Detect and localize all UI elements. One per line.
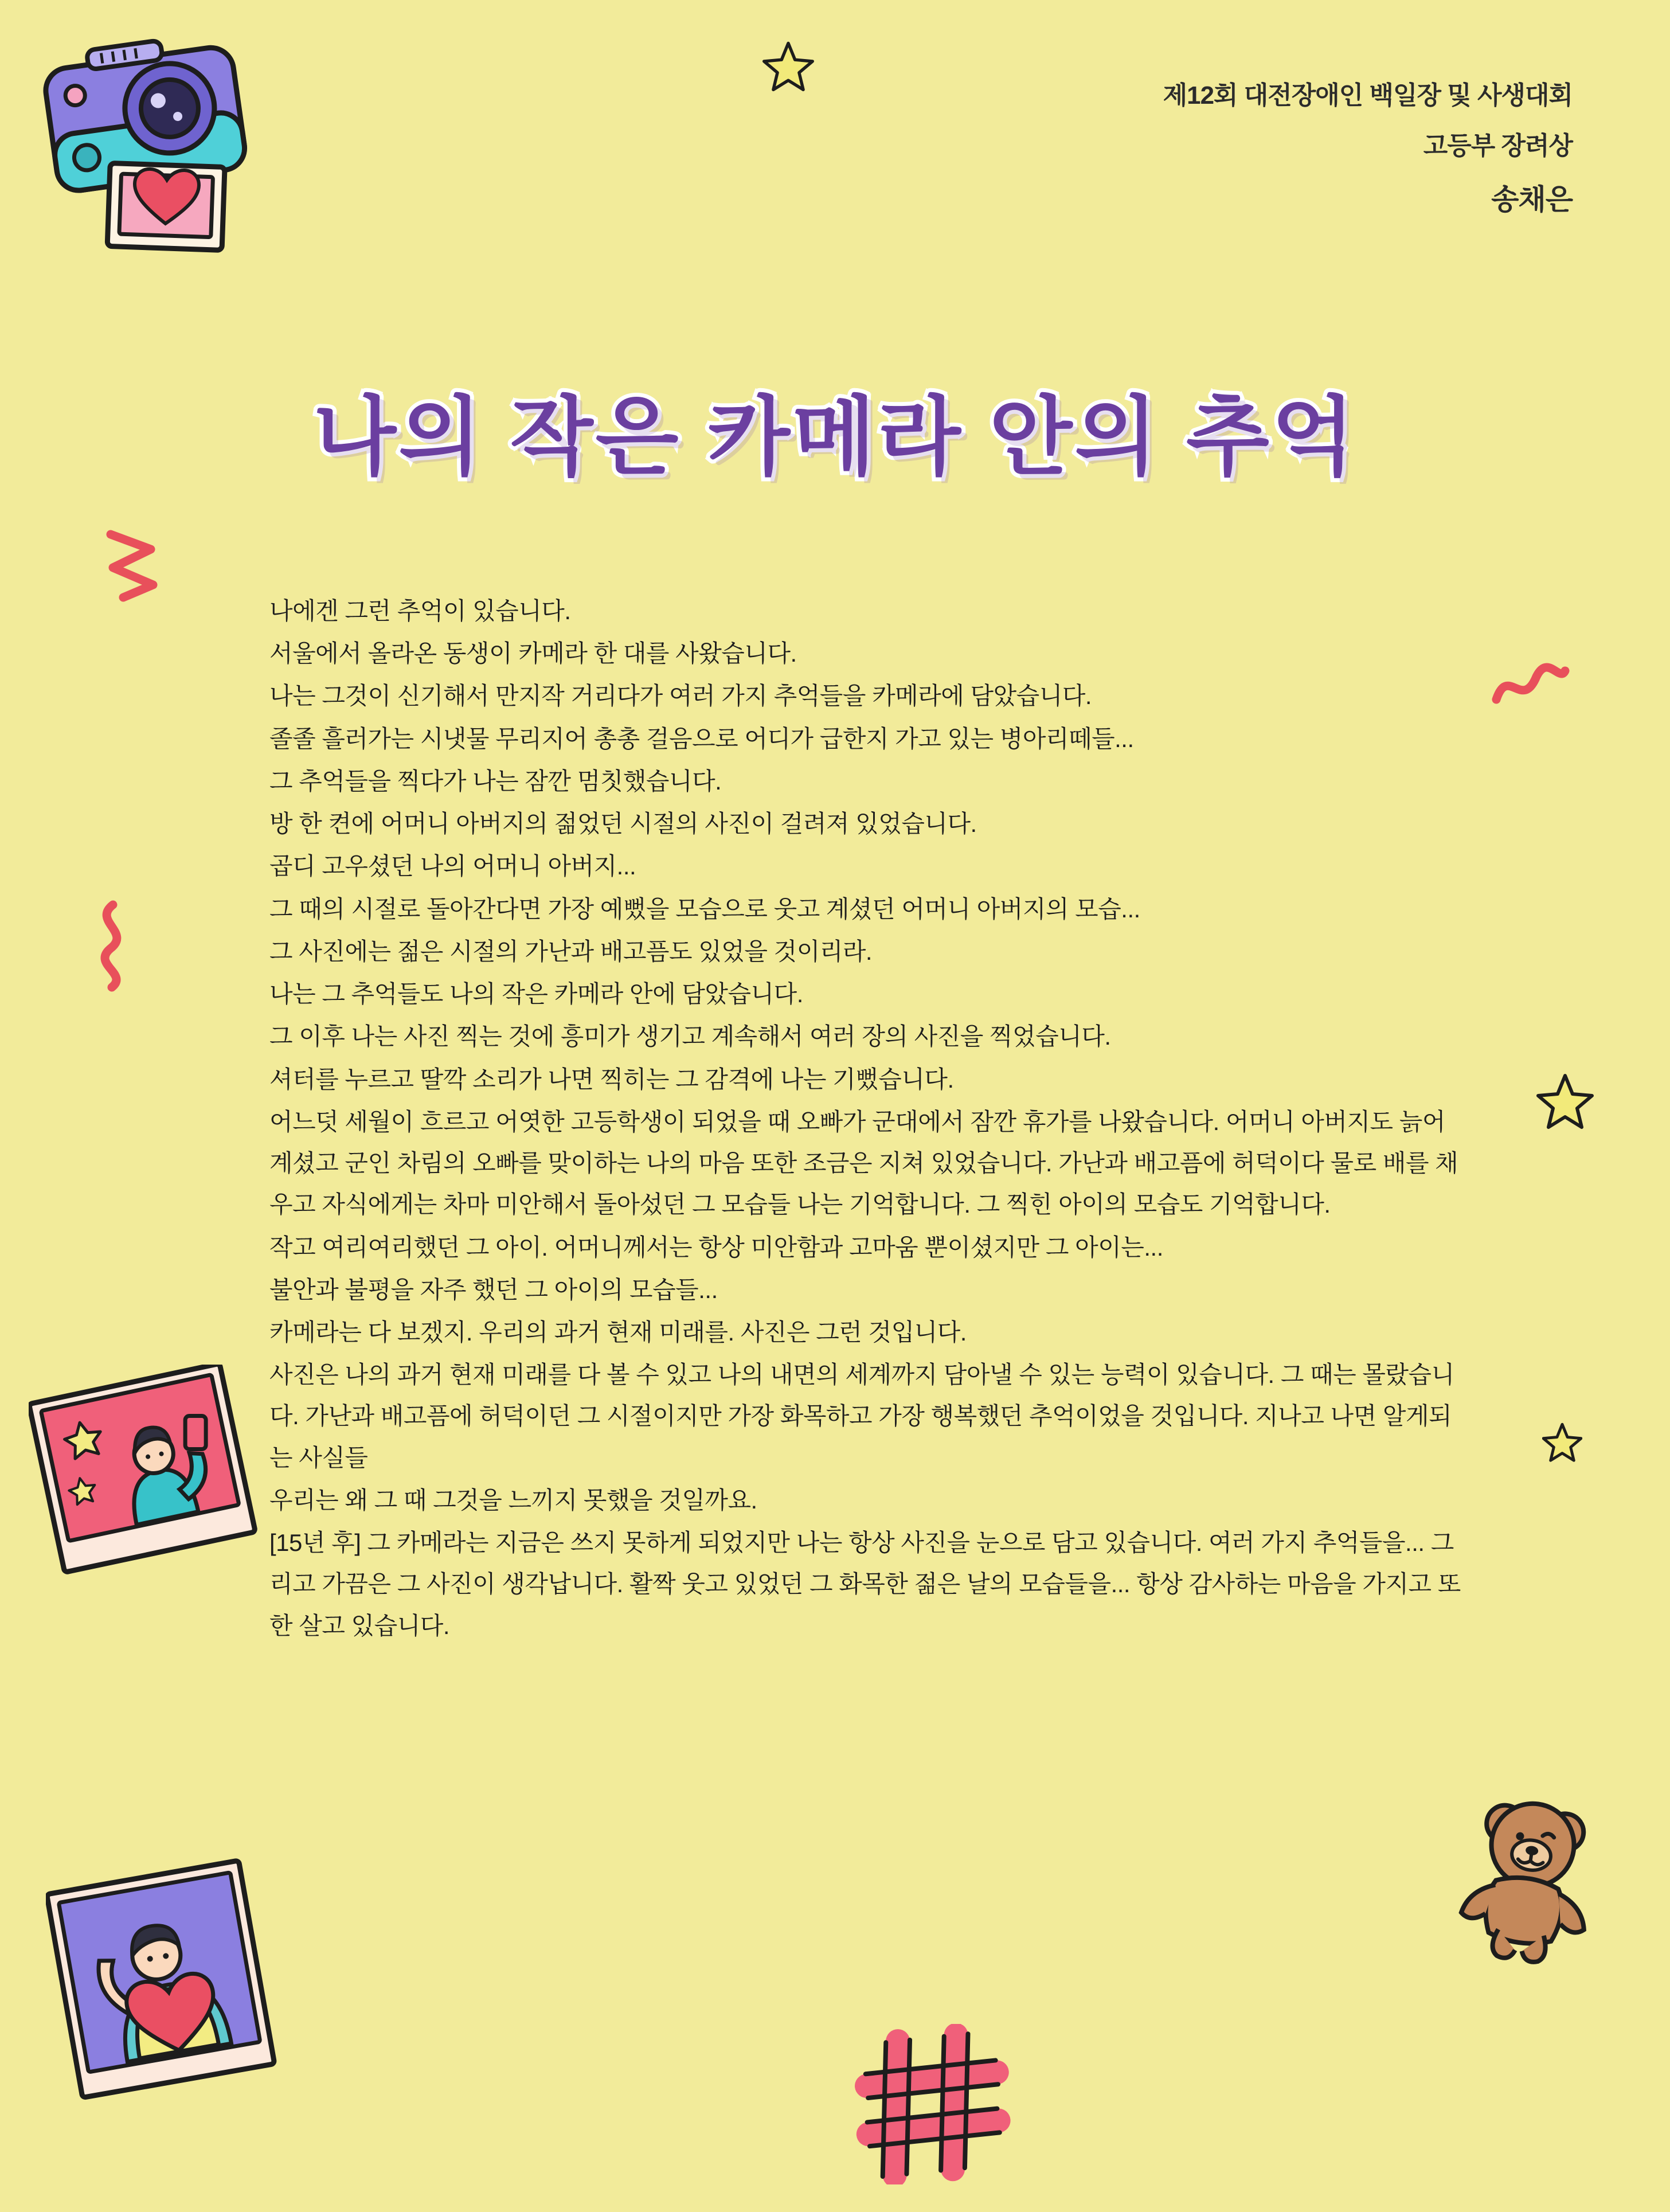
paragraph: [15년 후] 그 카메라는 지금은 쓰지 못하게 되었지만 나는 항상 사진을 눈으로 담고 있습니다. 여러 가지 추억들을... 그리고 가끔은 그 사진이 생각납니다. 활짝 웃고 있었던 그 화목한 젊은 날의 모습들을... 항상 감사하는 마음을 가지고 또한 살고 있습니다. <box>269 1529 1461 1639</box>
squiggle-zigzag-red-icon <box>100 527 169 602</box>
credits-block <box>1163 75 1573 218</box>
paragraph: 서울에서 올라온 동생이 카메라 한 대를 사왔습니다. <box>269 640 797 667</box>
paragraph: 작고 여리여리했던 그 아이. 어머니께서는 항상 미안함과 고마움 뿐이셨지만 그 아이는... <box>269 1233 1163 1261</box>
bear-illustration <box>1456 1795 1622 1967</box>
star-yellow-right-large-icon <box>1536 1072 1594 1130</box>
paragraph: 방 한 켠에 어머니 아버지의 젊었던 시절의 사진이 걸려져 있었습니다. <box>269 810 977 838</box>
paragraph: 우리는 왜 그 때 그것을 느끼지 못했을 것일까요. <box>269 1486 757 1514</box>
paragraph: 곱디 고우셨던 나의 어머니 아버지... <box>269 853 636 880</box>
paragraph: 나는 그것이 신기해서 만지작 거리다가 여러 가지 추억들을 카메라에 담았습니다. <box>269 682 1092 710</box>
photo-selfie-illustration <box>29 1365 258 1582</box>
paragraph: 셔터를 누르고 딸깍 소리가 나면 찍히는 그 감격에 나는 기뻤습니다. <box>269 1065 954 1093</box>
paragraph: 사진은 나의 과거 현재 미래를 다 볼 수 있고 나의 내면의 세계까지 담아낼 수 있는 능력이 있습니다. 그 때는 몰랐습니다. 가난과 배고픔에 허덕이던 그 시절이지만 가장 화목하고 가장 행복했던 추억이었을 것입니다. 지나고 나면 알게되는 사실들 <box>269 1361 1454 1471</box>
camera-illustration <box>34 23 304 310</box>
essay-body <box>269 591 1473 1648</box>
hashtag-pink-icon <box>854 2024 1015 2184</box>
star-yellow-top-icon <box>762 40 814 92</box>
paragraph: 그 사진에는 젊은 시절의 가난과 배고픔도 있었을 것이리라. <box>269 937 873 965</box>
paragraph: 불안과 불평을 자주 했던 그 아이의 모습들... <box>269 1276 718 1303</box>
squiggle-wave-red-left-icon <box>89 900 135 992</box>
award-name: 고등부 장려상 <box>1423 132 1573 160</box>
competition-name: 제12회 대전장애인 백일장 및 사생대회 <box>1163 81 1573 110</box>
paragraph: 그 추억들을 찍다가 나는 잠깐 멈칫했습니다. <box>269 767 722 795</box>
paragraph: 졸졸 흘러가는 시냇물 무리지어 총총 걸음으로 어디가 급한지 가고 있는 병아리떼들... <box>269 725 1134 752</box>
paragraph: 나에겐 그런 추억이 있습니다. <box>269 597 571 624</box>
page-title: 나의 작은 카메라 안의 추억 <box>313 388 1357 485</box>
paragraph: 카메라는 다 보겠지. 우리의 과거 현재 미래를. 사진은 그런 것입니다. <box>269 1318 967 1346</box>
paragraph: 그 이후 나는 사진 찍는 것에 흥미가 생기고 계속해서 여러 장의 사진을 찍었습니다. <box>269 1023 1111 1050</box>
paragraph: 그 때의 시절로 돌아간다면 가장 예뻤을 모습으로 웃고 계셨던 어머니 아버지의 모습... <box>269 895 1140 923</box>
star-yellow-right-small-icon <box>1542 1422 1582 1462</box>
paragraph: 어느덧 세월이 흐르고 어엿한 고등학생이 되었을 때 오빠가 군대에서 잠깐 휴가를 나왔습니다. 어머니 아버지도 늙어 계셨고 군인 차림의 오빠를 맞이하는 나의 마음 또한 조금은 지쳐 있었습니다. 가난과 배고픔에 허덕이다 물로 배를 채우고 자식에게는 차마 미안해서 돌아섰던 그 모습들 나는 기억합니다. 그 찍힌 아이의 모습도 기억합니다. <box>269 1108 1458 1218</box>
author-name: 송채은 <box>1491 183 1573 216</box>
photo-heart-illustration <box>46 1852 287 2104</box>
squiggle-wave-red-right-icon <box>1491 654 1571 717</box>
paragraph: 나는 그 추억들도 나의 작은 카메라 안에 담았습니다. <box>269 980 803 1008</box>
